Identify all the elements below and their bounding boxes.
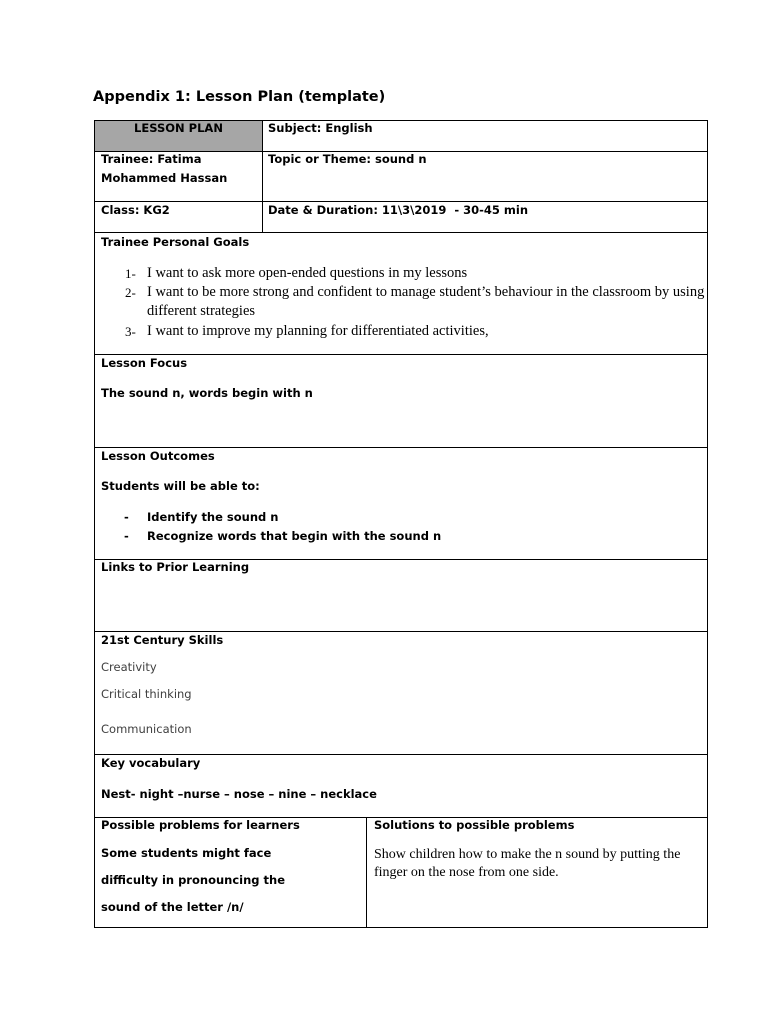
lesson-focus-heading: Lesson Focus xyxy=(101,356,188,370)
outcomes-intro: Students will be able to: xyxy=(101,479,260,493)
subject-label: Subject: English xyxy=(268,121,373,135)
page-title: Appendix 1: Lesson Plan (template) xyxy=(93,89,386,105)
skill-item: Creativity xyxy=(101,660,157,674)
trainee-name-line2: Mohammed Hassan xyxy=(101,171,228,185)
skill-item: Critical thinking xyxy=(101,687,192,701)
problems-heading: Possible problems for learners xyxy=(101,818,300,832)
trainee-name-line1: Trainee: Fatima xyxy=(101,152,202,166)
problem-line: difficulty in pronouncing the xyxy=(101,873,286,887)
goals-heading: Trainee Personal Goals xyxy=(101,235,250,249)
topic-label: Topic or Theme: sound n xyxy=(268,152,427,166)
lesson-focus-text: The sound n, words begin with n xyxy=(101,386,313,400)
lesson-plan-label: LESSON PLAN xyxy=(134,121,223,135)
problem-line: Some students might face xyxy=(101,846,272,860)
solutions-text: Show children how to make the n sound by putting the finger on the nose from one side. xyxy=(374,847,681,880)
prior-learning-heading: Links to Prior Learning xyxy=(101,560,250,574)
problem-line: sound of the letter /n/ xyxy=(101,900,244,914)
date-duration-label: Date & Duration: 11\3\2019 - 30-45 min xyxy=(268,203,529,217)
skills-heading: 21st Century Skills xyxy=(101,633,224,647)
lesson-outcomes-heading: Lesson Outcomes xyxy=(101,449,215,463)
class-label: Class: KG2 xyxy=(101,203,170,217)
vocabulary-text: Nest- night –nurse – nose – nine – necklace xyxy=(101,787,377,801)
vocabulary-heading: Key vocabulary xyxy=(101,756,201,770)
solutions-heading: Solutions to possible problems xyxy=(374,818,575,832)
skill-item: Communication xyxy=(101,722,192,736)
